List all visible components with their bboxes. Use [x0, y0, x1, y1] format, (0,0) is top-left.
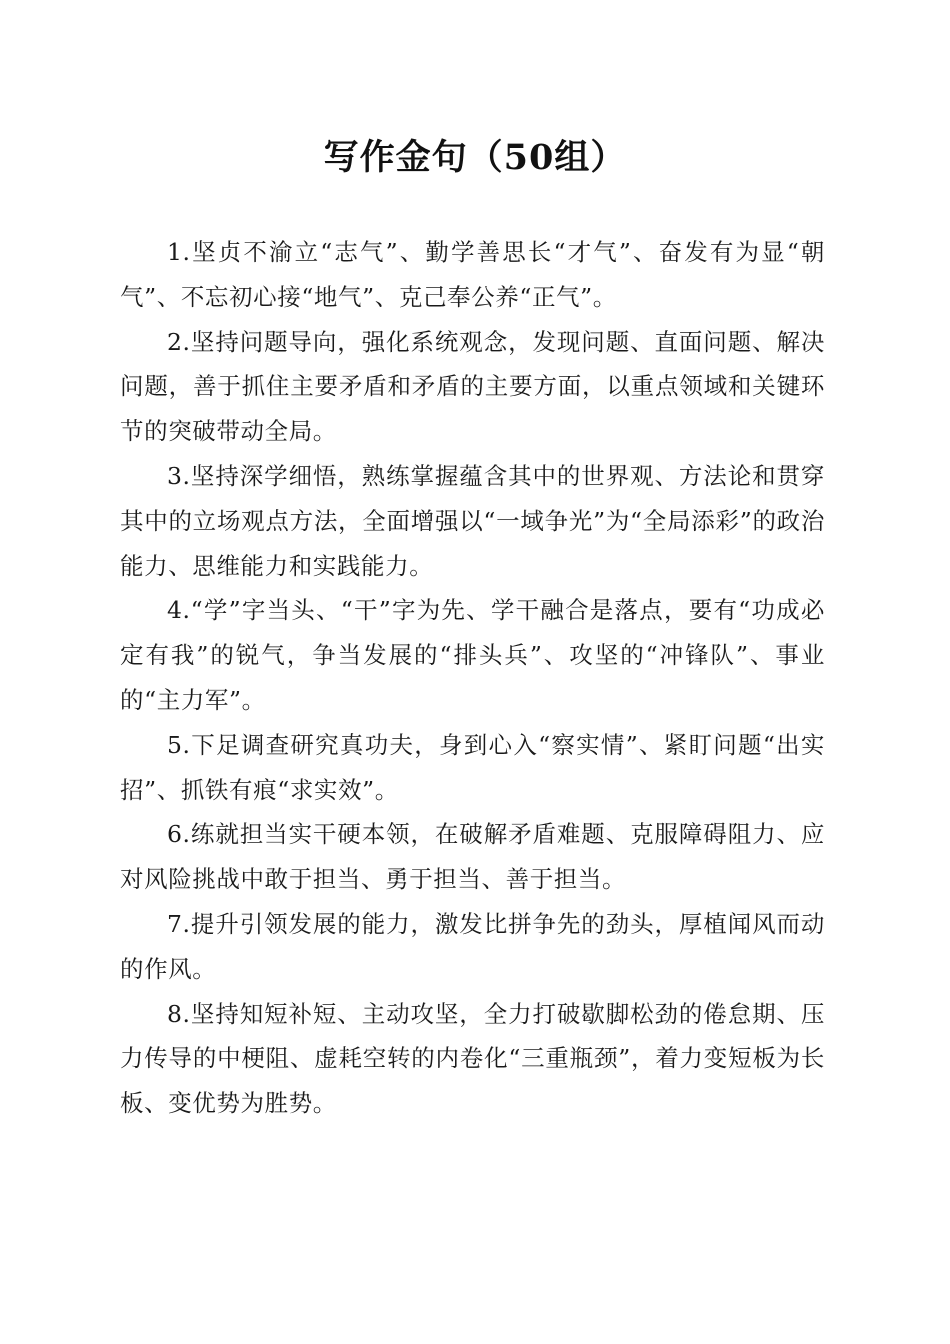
- paragraph-3: 3.坚持深学细悟，熟练掌握蕴含其中的世界观、方法论和贯穿其中的立场观点方法，全面增强以“一域争光”为“全局添彩”的政治能力、思维能力和实践能力。: [120, 461, 825, 580]
- document-title: 写作金句（50组）: [323, 137, 627, 178]
- paragraph-5: 5.下足调查研究真功夫，身到心入“察实情”、紧盯问题“出实招”、抓铁有痕“求实效”。: [120, 730, 825, 804]
- document-body: [120, 230, 825, 1126]
- paragraph-7: 7.提升引领发展的能力，激发比拼争先的劲头，厚植闻风而动的作风。: [120, 909, 825, 983]
- paragraph-4: 4.“学”字当头、“干”字为先、学干融合是落点，要有“功成必定有我”的锐气，争当发展的“排头兵”、攻坚的“冲锋队”、事业的“主力军”。: [120, 596, 825, 714]
- paragraph-1: 1.坚贞不渝立“志气”、勤学善思长“才气”、奋发有为显“朝气”、不忘初心接“地气”、克己奉公养“正气”。: [120, 238, 825, 311]
- paragraph-2: 2.坚持问题导向，强化系统观念，发现问题、直面问题、解决问题，善于抓住主要矛盾和矛盾的主要方面，以重点领域和关键环节的突破带动全局。: [120, 327, 825, 446]
- paragraph-8: 8.坚持知短补短、主动攻坚，全力打破歇脚松劲的倦怠期、压力传导的中梗阻、虚耗空转的内卷化“三重瓶颈”，着力变短板为长板、变优势为胜势。: [120, 999, 825, 1118]
- paragraph-6: 6.练就担当实干硬本领，在破解矛盾难题、克服障碍阻力、应对风险挑战中敢于担当、勇于担当、善于担当。: [120, 820, 825, 894]
